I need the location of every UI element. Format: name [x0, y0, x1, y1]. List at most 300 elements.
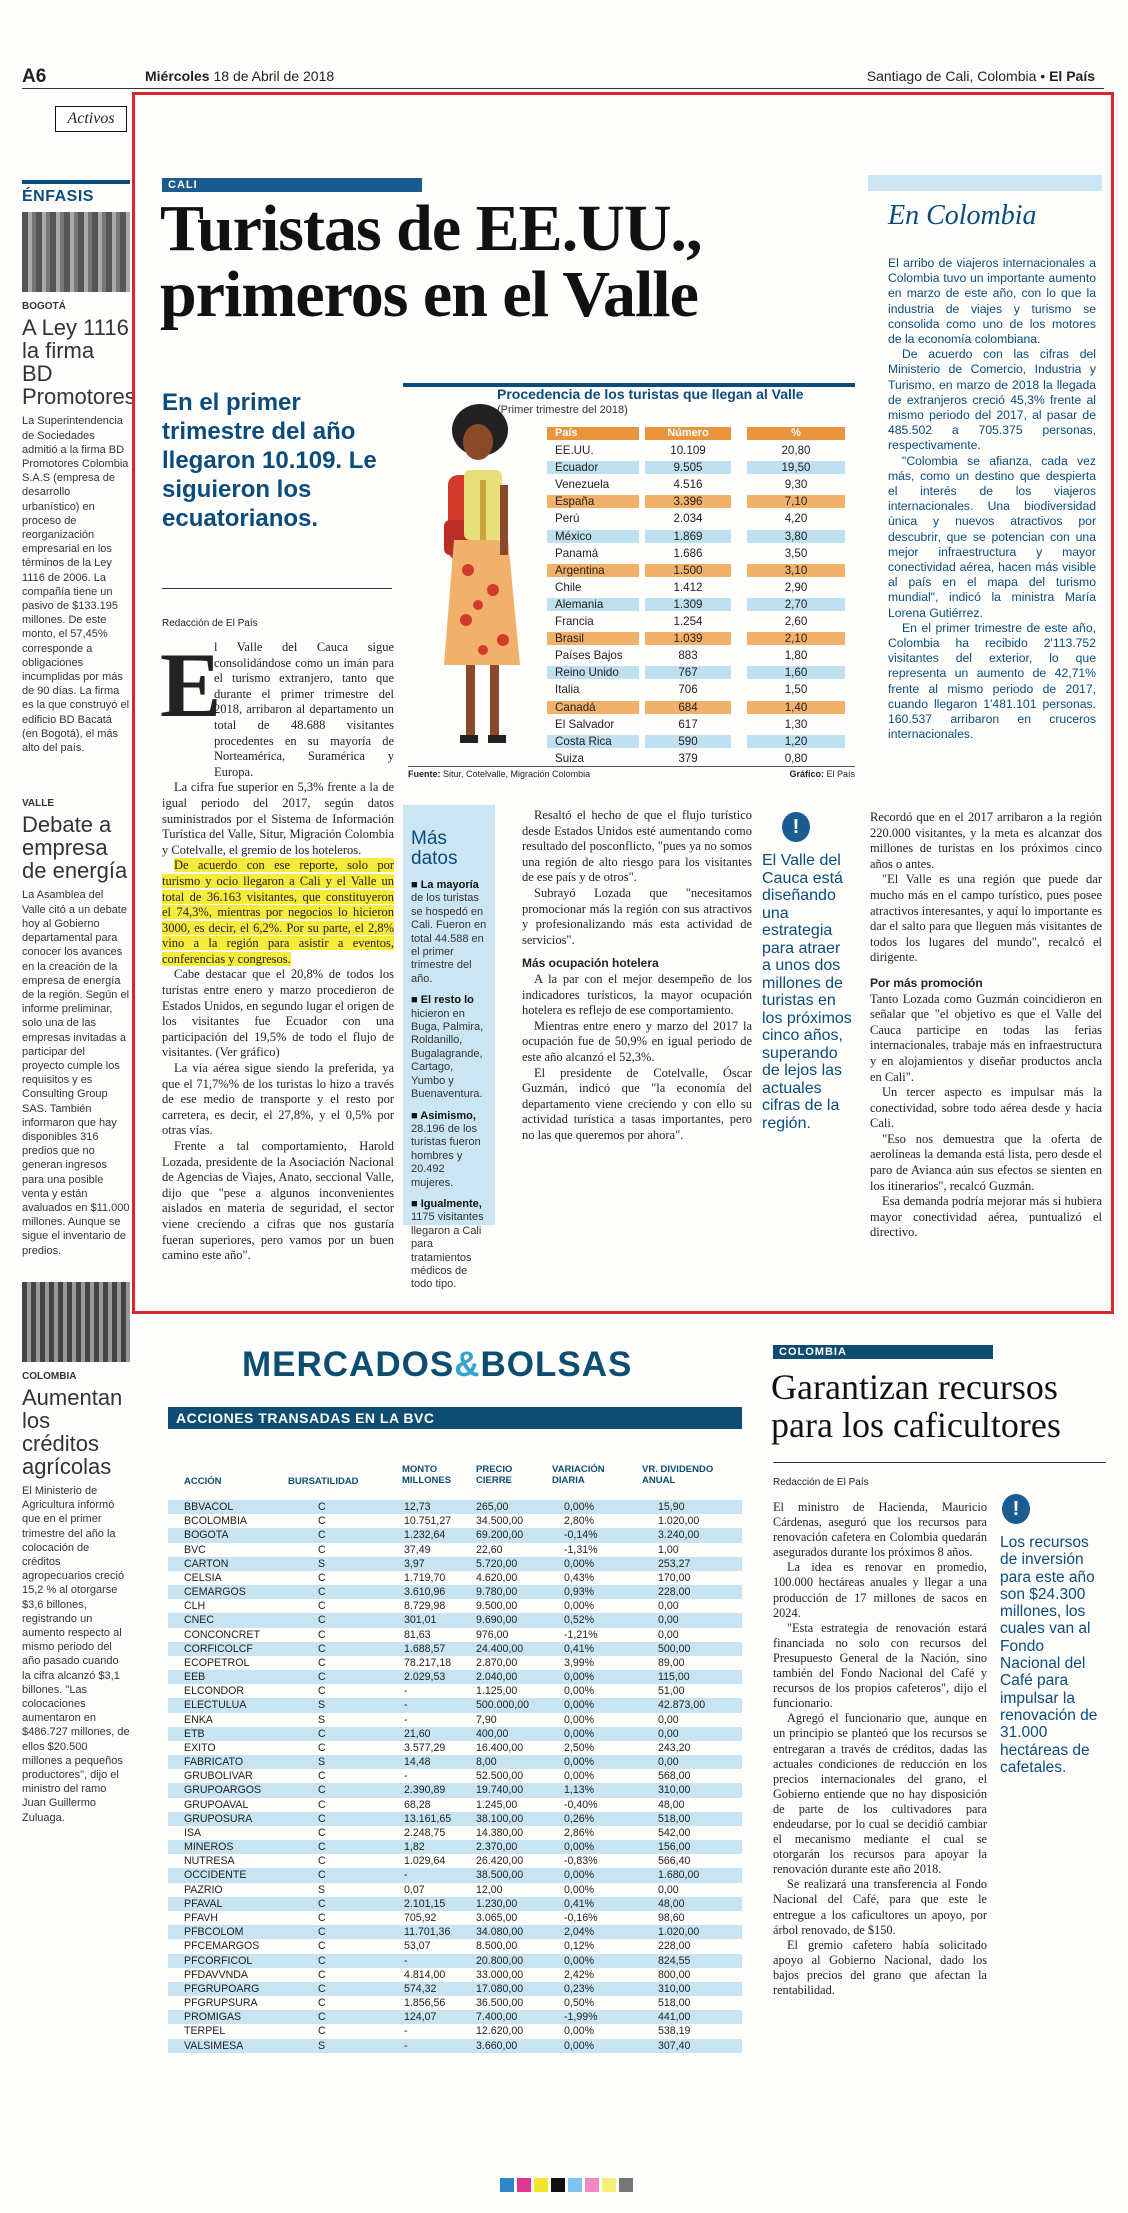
- stock-cell: 518,00: [658, 1812, 691, 1825]
- credit-label: Gráfico:: [789, 769, 824, 779]
- story2-kicker: VALLE: [22, 798, 55, 810]
- source-label: Fuente:: [408, 769, 441, 779]
- stock-cell: 0,00%: [564, 1685, 595, 1698]
- stock-cell: 15,90: [658, 1501, 685, 1513]
- en-colombia-title: En Colombia: [888, 200, 1037, 231]
- stock-cell: 2,50%: [564, 1741, 595, 1754]
- table-cell: Costa Rica: [555, 734, 612, 748]
- stock-cell: VALSIMESA: [184, 2039, 244, 2052]
- stock-cell: 10.751,27: [404, 1515, 452, 1528]
- mas-datos-item: [411, 1198, 489, 1292]
- stock-cell: 0,23%: [564, 1982, 595, 1995]
- paragraph-7: Resaltó el hecho de que el flujo turístico desde Estados Unidos esté aumentando como resultado del posconflicto, "pues ya no somos una región de alto riesgo para los visitantes de ese país y de otros".: [522, 808, 752, 885]
- stock-cell: 228,00: [658, 1940, 691, 1953]
- table-cell: Suiza: [555, 751, 585, 765]
- stock-cell: 12,73: [404, 1501, 431, 1513]
- stock-cell: C: [318, 1501, 326, 1513]
- mas-datos-lead: ■ Igualmente,: [411, 1197, 482, 1210]
- stock-cell: 976,00: [476, 1628, 509, 1641]
- stock-cell: 2.101,15: [404, 1897, 446, 1910]
- stock-cell: 1,00: [658, 1543, 679, 1556]
- stock-cell: C: [318, 1770, 326, 1783]
- deck-rule: [162, 588, 392, 589]
- ec-paragraph-2: De acuerdo con las cifras del Ministerio de Comercio, Industria y Turismo, en marzo de 2018 la llegada de extranjeros creció 45,3% frente al mismo periodo del 2017, al pasar de 485.502 a 705.375 personas, respectivamente.: [888, 347, 1096, 453]
- location-text: Santiago de Cali, Colombia: [866, 68, 1037, 84]
- table-cell: 20,80: [781, 444, 811, 458]
- story3-kicker: COLOMBIA: [22, 1370, 77, 1382]
- stock-cell: PFCORFICOL: [184, 1954, 253, 1967]
- stock-cell: C: [318, 2025, 326, 2038]
- mas-datos-item: [411, 1110, 489, 1190]
- table-cell: 1.869: [673, 529, 703, 543]
- table-cell: 1.309: [673, 597, 703, 611]
- stock-cell: ETB: [184, 1727, 205, 1740]
- table-row: [547, 545, 855, 562]
- col-variacion: VARIACIÓN DIARIA: [552, 1464, 605, 1486]
- stock-row: [168, 1698, 742, 1712]
- table-cell: El Salvador: [555, 717, 615, 731]
- stock-cell: 124,07: [404, 2011, 437, 2024]
- stock-cell: 400,00: [476, 1727, 509, 1740]
- stock-cell: 11.701,36: [404, 1926, 451, 1939]
- stock-row: [168, 2024, 742, 2038]
- table-row: [547, 750, 855, 767]
- stock-cell: PAZRIO: [184, 1883, 223, 1896]
- stock-row: [168, 1911, 742, 1925]
- table-row: [547, 596, 855, 613]
- stock-cell: 42.873,00: [658, 1699, 706, 1712]
- stock-cell: -: [404, 1770, 408, 1783]
- stock-cell: 0,00%: [564, 1699, 595, 1712]
- stock-cell: EEB: [184, 1671, 206, 1684]
- paragraph-17: Esa demanda podría mejorar más si hubiera mayor conectividad aérea, puntualizó el directivo.: [870, 1194, 1102, 1240]
- stock-row: [168, 1812, 742, 1826]
- stock-cell: 0,00: [658, 1600, 679, 1613]
- table-row: [547, 647, 855, 664]
- stock-cell: 0,00: [658, 1883, 679, 1896]
- color-swatch: [500, 2178, 514, 2192]
- stock-cell: -0,16%: [564, 1911, 598, 1924]
- stock-cell: PROMIGAS: [184, 2011, 242, 2024]
- stock-cell: 1.029,64: [404, 1855, 446, 1868]
- stock-cell: C: [318, 1997, 326, 2010]
- stock-cell: 8.729,98: [404, 1600, 446, 1613]
- mas-datos-title: Más datos: [411, 828, 458, 869]
- article-column-1: [160, 634, 394, 1264]
- table-cell: 3,10: [784, 563, 808, 577]
- table-cell: 1.686: [673, 546, 703, 560]
- stock-cell: C: [318, 1855, 326, 1868]
- stock-cell: 1.688,57: [404, 1642, 446, 1655]
- stock-cell: C: [318, 1826, 326, 1839]
- table-row: [547, 476, 855, 493]
- stock-cell: C: [318, 2011, 326, 2024]
- mas-datos-text: 1175 visitantes llegaron a Cali para tratamientos médicos de todo tipo.: [411, 1211, 484, 1291]
- stock-cell: CNEC: [184, 1614, 215, 1627]
- table-header-row: [547, 425, 855, 442]
- stock-cell: 307,40: [658, 2039, 691, 2052]
- stock-row: [168, 1897, 742, 1911]
- stock-cell: 69.200,00: [476, 1529, 524, 1542]
- stock-cell: 3.240,00: [658, 1529, 700, 1542]
- stock-cell: 500.000,00: [476, 1699, 530, 1712]
- stock-cell: C: [318, 1841, 326, 1854]
- header-cell: %: [791, 427, 801, 439]
- stock-cell: 0,00%: [564, 1954, 595, 1967]
- stock-cell: PFAVAL: [184, 1897, 223, 1910]
- stock-cell: 3.660,00: [476, 2039, 518, 2052]
- stock-cell: S: [318, 1883, 326, 1896]
- stock-cell: 9.500,00: [476, 1600, 518, 1613]
- stock-row: [168, 1939, 742, 1953]
- stock-cell: 1.020,00: [658, 1926, 700, 1939]
- table-cell: 1.412: [673, 580, 703, 594]
- article-deck: En el primer trimestre del año llegaron 10.109. Le siguieron los ecuatorianos.: [162, 389, 377, 532]
- table-row: [547, 442, 855, 459]
- stock-cell: 13.161,65: [404, 1812, 452, 1825]
- stock-row: [168, 1628, 742, 1642]
- stock-cell: 538,19: [658, 2025, 691, 2038]
- stock-cell: 0,52%: [564, 1614, 595, 1627]
- stock-cell: C: [318, 1642, 326, 1655]
- stock-cell: 1.245,00: [476, 1798, 518, 1811]
- story1-kicker: BOGOTÁ: [22, 301, 66, 313]
- stock-cell: -: [404, 2039, 408, 2052]
- article-column-3: [870, 810, 1102, 1241]
- stock-row: [168, 1713, 742, 1727]
- stock-cell: C: [318, 1628, 326, 1641]
- stock-cell: 51,00: [658, 1685, 685, 1698]
- table-cell: 590: [678, 734, 698, 748]
- stock-cell: 253,27: [658, 1557, 691, 1570]
- stock-cell: BBVACOL: [184, 1501, 234, 1513]
- stock-row: [168, 1968, 742, 1982]
- stock-cell: C: [318, 1911, 326, 1924]
- stock-cell: GRUPOAVAL: [184, 1798, 249, 1811]
- stock-cell: C: [318, 1586, 326, 1599]
- header-cell: Número: [667, 427, 709, 439]
- en-colombia-body: [888, 256, 1096, 743]
- stock-cell: 26.420,00: [476, 1855, 524, 1868]
- table-cell: 2,10: [784, 632, 808, 646]
- table-cell: 617: [678, 717, 698, 731]
- table-cell: 684: [678, 700, 698, 714]
- header-day: Miércoles: [145, 68, 210, 84]
- paper-name: El País: [1049, 68, 1095, 84]
- stock-cell: 0,12%: [564, 1940, 595, 1953]
- stock-cell: S: [318, 1756, 326, 1769]
- col-accion: ACCIÓN: [184, 1476, 222, 1487]
- stock-cell: 0,00%: [564, 2039, 595, 2052]
- stock-cell: 22,60: [476, 1543, 503, 1556]
- stock-cell: 0,07: [404, 1883, 425, 1896]
- paragraph-9: A la par con el mejor desempeño de los indicadores turísticos, la mayor ocupación hotelera es reflejo de ese comportamiento.: [522, 971, 752, 1018]
- acciones-bar: ACCIONES TRANSADAS EN LA BVC: [168, 1407, 742, 1429]
- paragraph-2: La cifra fue superior en 5,3% frente a la de igual periodo del 2017, según datos suministrados por el Sistema de Información Turística del Valle, Situr, Migración Colombia y Cotelvalle, el gremio de los hoteleros.: [162, 780, 394, 857]
- stock-cell: 0,00%: [564, 1501, 595, 1513]
- story1-body: La Superintendencia de Sociedades admitió a la firma BD Promotores Colombia S.A.S (empresa de desarrollo urbanístico) en proceso de reorganización empresarial en los términos de la Ley 1116 de 2006. La compañía tiene un pasivo de $133.195 millones. De este monto, el 57,45% corresponde a obligaciones incumplidas por más de 90 días. La firma es la que construyó el edificio BD Bacatá (en Bogotá), el más alto del país.: [22, 415, 130, 755]
- table-cell: 19,50: [781, 461, 811, 475]
- story1-title: A Ley 1116 la firma BD Promotores: [22, 315, 136, 410]
- paragraph-3-highlighted: De acuerdo con ese reporte, solo por turismo y ocio llegaron a Cali y el Valle un total de 36.163 visitantes, que constituyeron el 74,3%, mientras por negocios lo hicieron 3000, es decir, el 6,2%. Por su parte, el 2,8% vino a la región para asistir a eventos, conferencias y congresos.: [162, 858, 394, 966]
- section-label: Activos: [55, 106, 127, 132]
- stock-cell: 81,63: [404, 1628, 431, 1641]
- stock-cell: 568,00: [658, 1770, 691, 1783]
- table-cell: 767: [678, 666, 698, 680]
- stock-cell: 1.232,64: [404, 1529, 446, 1542]
- stock-cell: 1.230,00: [476, 1897, 518, 1910]
- paragraph-8: Subrayó Lozada que "necesitamos promocionar más la región con sus atractivos y profesionalizando más esta actividad de servicios".: [522, 885, 752, 947]
- stock-row: [168, 2039, 742, 2053]
- stock-cell: 301,01: [404, 1614, 437, 1627]
- paragraph-14: Tanto Lozada como Guzmán coincidieron en señalar que "el objetivo es que el Valle del Cauca participe en todas las ferias internacionales, trabaje más en infraestructura y en alojamientos y diseñar productos ancla en Cali".: [870, 991, 1102, 1084]
- stock-cell: ECOPETROL: [184, 1656, 250, 1669]
- header-rule: [22, 88, 1104, 89]
- stock-cell: 800,00: [658, 1968, 691, 1981]
- table-cell: Italia: [555, 683, 580, 697]
- stock-cell: TERPEL: [184, 2025, 226, 2038]
- table-cell: Reino Unido: [555, 666, 619, 680]
- mercados-title: [242, 1345, 632, 1385]
- paragraph-16: "Eso nos demuestra que la oferta de aerolíneas la demanda está lista, pero desde el paro de Avianca aún sus efectos se sienten en los itinerarios", recalcó Guzmán.: [870, 1131, 1102, 1193]
- stock-cell: 0,00%: [564, 1671, 595, 1684]
- cafe-body: [773, 1500, 987, 1998]
- header-location: Santiago de Cali, Colombia • El País: [866, 68, 1095, 84]
- mas-datos-list: [411, 879, 489, 1292]
- stock-cell: C: [318, 1614, 326, 1627]
- stock-cell: 2.248,75: [404, 1826, 446, 1839]
- stock-cell: 1.680,00: [658, 1869, 700, 1882]
- stock-row: [168, 1868, 742, 1882]
- stock-cell: C: [318, 1685, 326, 1698]
- stock-cell: OCCIDENTE: [184, 1869, 247, 1882]
- table-cell: Alemania: [555, 597, 604, 611]
- stock-cell: 0,00%: [564, 1727, 595, 1740]
- table-cell: Ecuador: [555, 461, 599, 475]
- mercados-word: MERCADOS: [242, 1345, 455, 1384]
- print-color-swatches: [500, 2178, 650, 2192]
- stock-cell: -: [404, 2025, 408, 2038]
- stock-cell: ENKA: [184, 1713, 213, 1726]
- ampersand: &: [454, 1345, 481, 1384]
- credit-text: El País: [826, 769, 855, 779]
- table-row: [547, 528, 855, 545]
- table-cell: Perú: [555, 512, 580, 526]
- article-kicker: CALI: [162, 178, 422, 192]
- article-column-2: [522, 808, 752, 1143]
- stock-row: [168, 1684, 742, 1698]
- stock-cell: MINEROS: [184, 1841, 234, 1854]
- cafe-paragraph-3: "Esta estrategia de renovación estará financiada no solo con recursos del Presupuesto General de la Nación, sino también del Fondo Nacional del Café y recursos de los propios cafeteros", dijo el funcionario.: [773, 1620, 987, 1711]
- stock-cell: GRUBOLIVAR: [184, 1770, 253, 1783]
- stock-cell: 824,55: [658, 1954, 691, 1967]
- table-cell: 379: [678, 751, 698, 765]
- stock-cell: 0,00: [658, 1628, 679, 1641]
- stock-cell: PFGRUPSURA: [184, 1997, 258, 2010]
- stock-cell: 228,00: [658, 1586, 691, 1599]
- cafe-byline: Redacción de El País: [773, 1477, 869, 1488]
- stock-row: [168, 1798, 742, 1812]
- stock-cell: C: [318, 1571, 326, 1584]
- stock-row: [168, 1826, 742, 1840]
- stock-cell: C: [318, 1982, 326, 1995]
- stock-row: [168, 1571, 742, 1585]
- col-dividendo: VR. DIVIDENDO ANUAL: [642, 1464, 714, 1486]
- story3-title: Aumentan los créditos agrícolas: [22, 1384, 123, 1479]
- stock-cell: C: [318, 1940, 326, 1953]
- stock-cell: C: [318, 1656, 326, 1669]
- stock-cell: ELCONDOR: [184, 1685, 245, 1698]
- stock-cell: PFCEMARGOS: [184, 1940, 260, 1953]
- color-swatch: [585, 2178, 599, 2192]
- stock-cell: EXITO: [184, 1741, 216, 1754]
- stock-cell: 0,26%: [564, 1812, 595, 1825]
- paragraph-6: Frente a tal comportamiento, Harold Lozada, presidente de la Asociación Nacional de Agencias de Viajes, Anato, seccional Valle, dijo que "pese a algunos inconvenientes aislados en materia de seguridad, el sector viene creciendo a cifras que nos gustaría fueran superiores, pero vamos por un buen camino este año".: [162, 1139, 394, 1263]
- stock-cell: C: [318, 1784, 326, 1797]
- table-row: [547, 699, 855, 716]
- table-row: [547, 562, 855, 579]
- table-row: [547, 664, 855, 681]
- stock-row: [168, 1557, 742, 1571]
- stock-cell: 21,60: [404, 1727, 431, 1740]
- stock-cell: C: [318, 1515, 326, 1528]
- table-cell: Francia: [555, 615, 594, 629]
- stock-cell: C: [318, 1529, 326, 1542]
- stock-cell: C: [318, 1798, 326, 1811]
- color-swatch: [551, 2178, 565, 2192]
- stock-row: [168, 1783, 742, 1797]
- stock-cell: 9.690,00: [476, 1614, 518, 1627]
- table-cell: Chile: [555, 580, 582, 594]
- stock-cell: 156,00: [658, 1841, 691, 1854]
- story2-title: Debate a empresa de energía: [22, 812, 128, 884]
- paragraph-15: Un tercer aspecto es impulsar más la conectividad, sobre todo aérea desde y hacia Cali.: [870, 1085, 1102, 1131]
- stock-cell: 2.390,89: [404, 1784, 446, 1797]
- stock-cell: CEMARGOS: [184, 1586, 246, 1599]
- stock-cell: C: [318, 1727, 326, 1740]
- stock-cell: ISA: [184, 1826, 202, 1839]
- stock-cell: 2.870,00: [476, 1656, 518, 1669]
- stock-cell: CLH: [184, 1600, 206, 1613]
- field-photo: [22, 1282, 130, 1362]
- stock-cell: 48,00: [658, 1798, 685, 1811]
- stock-cell: NUTRESA: [184, 1855, 235, 1868]
- color-swatch: [568, 2178, 582, 2192]
- stock-cell: BCOLOMBIA: [184, 1515, 247, 1528]
- stock-cell: GRUPOSURA: [184, 1812, 253, 1825]
- table-cell: 2,70: [784, 597, 808, 611]
- stock-cell: 89,00: [658, 1656, 685, 1669]
- stock-row: [168, 1883, 742, 1897]
- stock-cell: 542,00: [658, 1826, 691, 1839]
- stock-cell: 3,97: [404, 1557, 425, 1570]
- stock-cell: -1,21%: [564, 1628, 598, 1641]
- stock-row: [168, 1755, 742, 1769]
- stock-cell: 265,00: [476, 1501, 509, 1513]
- stock-cell: 310,00: [658, 1982, 691, 1995]
- stock-cell: 2,04%: [564, 1926, 595, 1939]
- stock-cell: -0,83%: [564, 1855, 598, 1868]
- header-cell: País: [555, 427, 578, 439]
- stock-row: [168, 1585, 742, 1599]
- stock-row: [168, 1514, 742, 1528]
- stock-cell: 4.814,00: [404, 1968, 446, 1981]
- story2-body: La Asamblea del Valle citó a un debate hoy al Gobierno departamental para conocer los avances en la creación de la empresa de energía de la región. Según el informe preliminar, solo una de las empresas invitadas a participar del proyecto cumple los requisitos y es Consulting Group SAS. También informaron que hay disponibles 316 predios que no generan ingresos para una posible venta y están avaluados en $11.000 millones. Aunque se sigue el inventario de predios.: [22, 889, 130, 1257]
- color-swatch: [517, 2178, 531, 2192]
- stock-cell: 20.800,00: [476, 1954, 524, 1967]
- stock-cell: 1.719,70: [404, 1571, 446, 1584]
- sidebar-label: ÉNFASIS: [22, 180, 130, 204]
- stock-cell: -: [404, 1954, 408, 1967]
- mas-datos-box: [403, 805, 495, 1291]
- table-cell: 1,60: [784, 666, 808, 680]
- chart-title: Procedencia de los turistas que llegan al Valle: [497, 386, 804, 402]
- stock-cell: C: [318, 1600, 326, 1613]
- stock-cell: ELECTULUA: [184, 1699, 247, 1712]
- stock-cell: GRUPOARGOS: [184, 1784, 262, 1797]
- paragraph-10: Mientras entre enero y marzo del 2017 la ocupación fue de 50,9% en igual periodo de este año alcanzó el 52,3%.: [522, 1018, 752, 1064]
- stock-cell: BOGOTA: [184, 1529, 229, 1542]
- stock-cell: 1.125,00: [476, 1685, 518, 1698]
- stock-cell: C: [318, 1869, 326, 1882]
- stock-cell: 566,40: [658, 1855, 691, 1868]
- stock-cell: -: [404, 1713, 408, 1726]
- stock-cell: 3.577,29: [404, 1741, 446, 1754]
- exclamation-icon: !: [782, 812, 810, 842]
- stock-cell: 8.500,00: [476, 1940, 518, 1953]
- subhead-ocupacion: Más ocupación hotelera: [522, 956, 659, 971]
- stock-cell: 1.856,56: [404, 1997, 446, 2010]
- table-cell: 10.109: [670, 444, 706, 458]
- stock-cell: 0,41%: [564, 1897, 595, 1910]
- stock-cell: 34.500,00: [476, 1515, 524, 1528]
- table-cell: 1,30: [784, 717, 808, 731]
- table-cell: 2,60: [784, 615, 808, 629]
- stock-cell: C: [318, 1897, 326, 1910]
- stock-cell: -1,99%: [564, 2011, 598, 2024]
- mas-datos-lead: ■ Asimismo,: [411, 1109, 476, 1122]
- color-swatch: [534, 2178, 548, 2192]
- stock-cell: 574,32: [404, 1982, 437, 1995]
- stock-cell: 33.000,00: [476, 1968, 524, 1981]
- header-date: [145, 68, 334, 84]
- mas-datos-lead: ■ El resto lo: [411, 994, 474, 1007]
- stock-cell: 3.610,96: [404, 1586, 446, 1599]
- stock-row: [168, 1769, 742, 1783]
- stock-cell: FABRICATO: [184, 1756, 244, 1769]
- stock-cell: 0,00%: [564, 1557, 595, 1570]
- stock-cell: 310,00: [658, 1784, 691, 1797]
- stock-cell: 0,00: [658, 1756, 679, 1769]
- stock-cell: 0,93%: [564, 1586, 595, 1599]
- stock-cell: C: [318, 1812, 326, 1825]
- stock-cell: 36.500,00: [476, 1997, 524, 2010]
- stock-cell: 0,00: [658, 1727, 679, 1740]
- stock-row: [168, 1500, 742, 1514]
- stock-cell: 9.780,00: [476, 1586, 518, 1599]
- stock-row: [168, 1642, 742, 1656]
- table-cell: Canadá: [555, 700, 596, 714]
- mas-datos-item: [411, 879, 489, 986]
- stock-cell: PFBCOLOM: [184, 1926, 244, 1939]
- table-cell: 0,80: [784, 751, 808, 765]
- stock-cell: 5.720,00: [476, 1557, 518, 1570]
- stock-cell: 115,00: [658, 1671, 690, 1684]
- stock-cell: 0,00%: [564, 1883, 595, 1896]
- stock-cell: 14,48: [404, 1756, 431, 1769]
- table-cell: Brasil: [555, 632, 584, 646]
- stock-row: [168, 1925, 742, 1939]
